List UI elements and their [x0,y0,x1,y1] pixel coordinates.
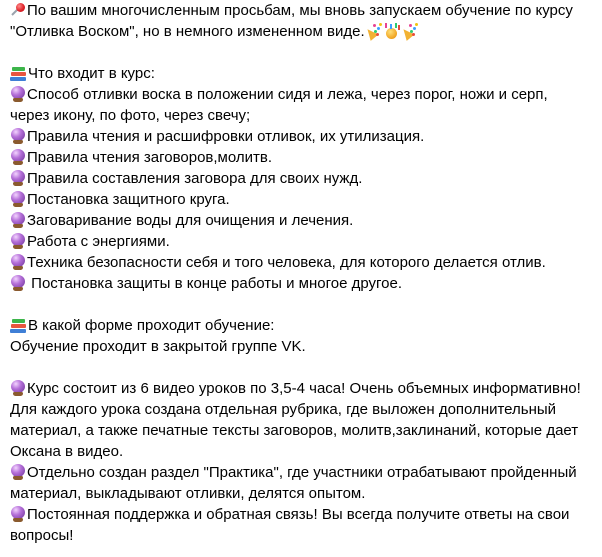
detail-text: материал, выкладывают отливки, делятся опытом. [10,485,366,502]
list-item [10,252,594,273]
party-popper-icon [365,23,382,39]
spacer [10,42,594,63]
crystal-ball-icon [10,191,26,207]
format-text: Обучение проходит в закрытой группе VK. [10,338,306,355]
detail-line [10,504,594,525]
confetti-ball-icon [383,23,400,39]
detail-line [10,420,594,441]
pushpin-icon [10,2,26,18]
list-item-text: через икону, по фото, через свечу; [10,107,251,124]
list-item [10,168,594,189]
detail-text: Постоянная поддержка и обратная связь! Вы всегда получите ответы на свои [27,506,570,523]
detail-text: материал, а также печатные тексты заговоров, молитв,заклинаний, которые дает [10,422,579,439]
spacer [10,294,594,315]
list-item-text: Способ отливки воска в положении сидя и лежа, через порог, ножи и серп, [27,86,548,103]
books-icon [10,65,27,81]
detail-text: Оксана в видео. [10,443,124,460]
list-item-text: Постановка защиты в конце работы и многое другое. [27,275,403,292]
list-item [10,147,594,168]
format-heading-text: В какой форме проходит обучение: [28,317,275,334]
list-item-text: Правила чтения заговоров,молитв. [27,149,273,166]
list-item-text: Постановка защитного круга. [27,191,230,208]
format-section [10,315,594,357]
crystal-ball-icon [10,254,26,270]
crystal-ball-icon [10,149,26,165]
list-item [10,126,594,147]
format-heading [10,315,594,336]
crystal-ball-icon [10,170,26,186]
intro-text-2: "Отливка Воском", но в немного измененном виде. [10,23,365,40]
format-text-line [10,336,594,357]
crystal-ball-icon [10,86,26,102]
detail-text: Для каждого урока создана отдельная рубрика, где выложен дополнительный [10,401,557,418]
crystal-ball-icon [10,275,26,291]
list-item [10,189,594,210]
crystal-ball-icon [10,506,26,522]
list-item-text: Заговаривание воды для очищения и лечения. [27,212,354,229]
detail-text: Курс состоит из 6 видео уроков по 3,5-4 часа! Очень объемных информативно! [27,380,581,397]
crystal-ball-icon [10,380,26,396]
detail-line [10,462,594,483]
crystal-ball-icon [10,464,26,480]
list-item [10,84,594,105]
detail-line [10,483,594,504]
party-popper-icon [401,23,418,39]
list-item-text: Правила чтения и расшифровки отливок, их утилизация. [27,128,425,145]
list-item-text: Правила составления заговора для своих нужд. [27,170,363,187]
intro-line-1 [10,0,594,21]
detail-line [10,378,594,399]
intro-line-2 [10,21,594,42]
detail-line [10,399,594,420]
books-icon [10,317,27,333]
list-item [10,273,594,294]
list-item [10,231,594,252]
intro-text-1: По вашим многочисленным просьбам, мы вновь запускаем обучение по курсу [27,2,573,19]
detail-line [10,441,594,462]
list-item-text: Техника безопасности себя и того человека, для которого делается отлив. [27,254,546,271]
crystal-ball-icon [10,128,26,144]
course-contents-heading [10,63,594,84]
list-item [10,210,594,231]
intro-paragraph [10,0,594,42]
details-section [10,378,594,546]
detail-text: Отдельно создан раздел "Практика", где участники отрабатывают пройденный [27,464,577,481]
list-item-text: Работа с энергиями. [27,233,170,250]
crystal-ball-icon [10,233,26,249]
list-item-continuation [10,105,594,126]
spacer [10,357,594,378]
detail-line [10,525,594,546]
course-contents-heading-text: Что входит в курс: [28,65,155,82]
detail-text: вопросы! [10,527,74,544]
course-contents-section [10,63,594,294]
crystal-ball-icon [10,212,26,228]
